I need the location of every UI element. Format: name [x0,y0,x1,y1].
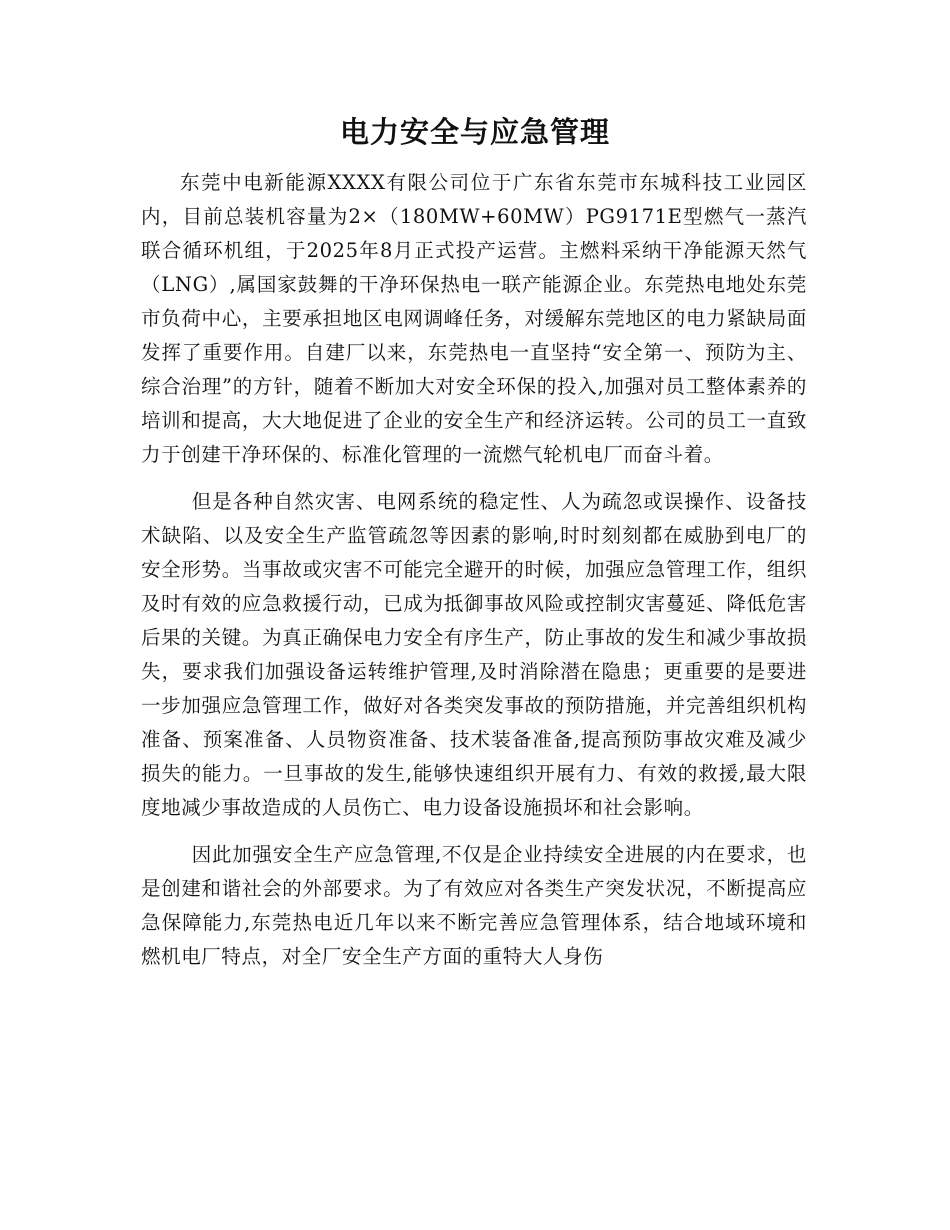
paragraph-2: 但是各种自然灾害、电网系统的稳定性、人为疏忽或误操作、设备技术缺陷、以及安全生产监管疏忽等因素的影响,时时刻刻都在威胁到电厂的安全形势。当事故或灾害不可能完全避开的时候，加强应急管理工作，组织及时有效的应急救援行动，已成为抵御事故风险或控制灾害蔓延、降低危害后果的关键。为真正确保电力安全有序生产，防止事故的发生和减少事故损失，要求我们加强设备运转维护管理,及时消除潜在隐患；更重要的是要进一步加强应急管理工作，做好对各类突发事故的预防措施，并完善组织机构准备、预案准备、人员物资准备、技术装备准备,提高预防事故灾难及减少损失的能力。一旦事故的发生,能够快速组织开展有力、有效的救援,最大限度地减少事故造成的人员伤亡、电力设备设施损坏和社会影响。 [141,490,807,819]
paragraph-3: 因此加强安全生产应急管理,不仅是企业持续安全进展的内在要求，也是创建和谐社会的外部要求。为了有效应对各类生产突发状况，不断提高应急保障能力,东莞热电近几年以来不断完善应急管理体系，结合地域环境和燃机电厂特点，对全厂安全生产方面的重特大人身伤 [141,843,807,968]
paragraph-1: 东莞中电新能源XXXX有限公司位于广东省东莞市东城科技工业园区内，目前总装机容量为2×（180MW+60MW）PG9171E型燃气一蒸汽联合循环机组，于2025年8月正式投产运营。主燃料采纳干净能源天然气（LNG）,属国家鼓舞的干净环保热电一联产能源企业。东莞热电地处东莞市负荷中心，主要承担地区电网调峰任务，对缓解东莞地区的电力紧缺局面发挥了重要作用。自建厂以来，东莞热电一直坚持“安全第一、预防为主、综合治理”的方针，随着不断加大对安全环保的投入,加强对员工整体素养的培训和提高，大大地促进了企业的安全生产和经济运转。公司的员工一直致力于创建干净环保的、标准化管理的一流燃气轮机电厂而奋斗着。 [141,171,807,466]
document-title: 电力安全与应急管理 [339,115,610,149]
document-body [141,166,807,974]
